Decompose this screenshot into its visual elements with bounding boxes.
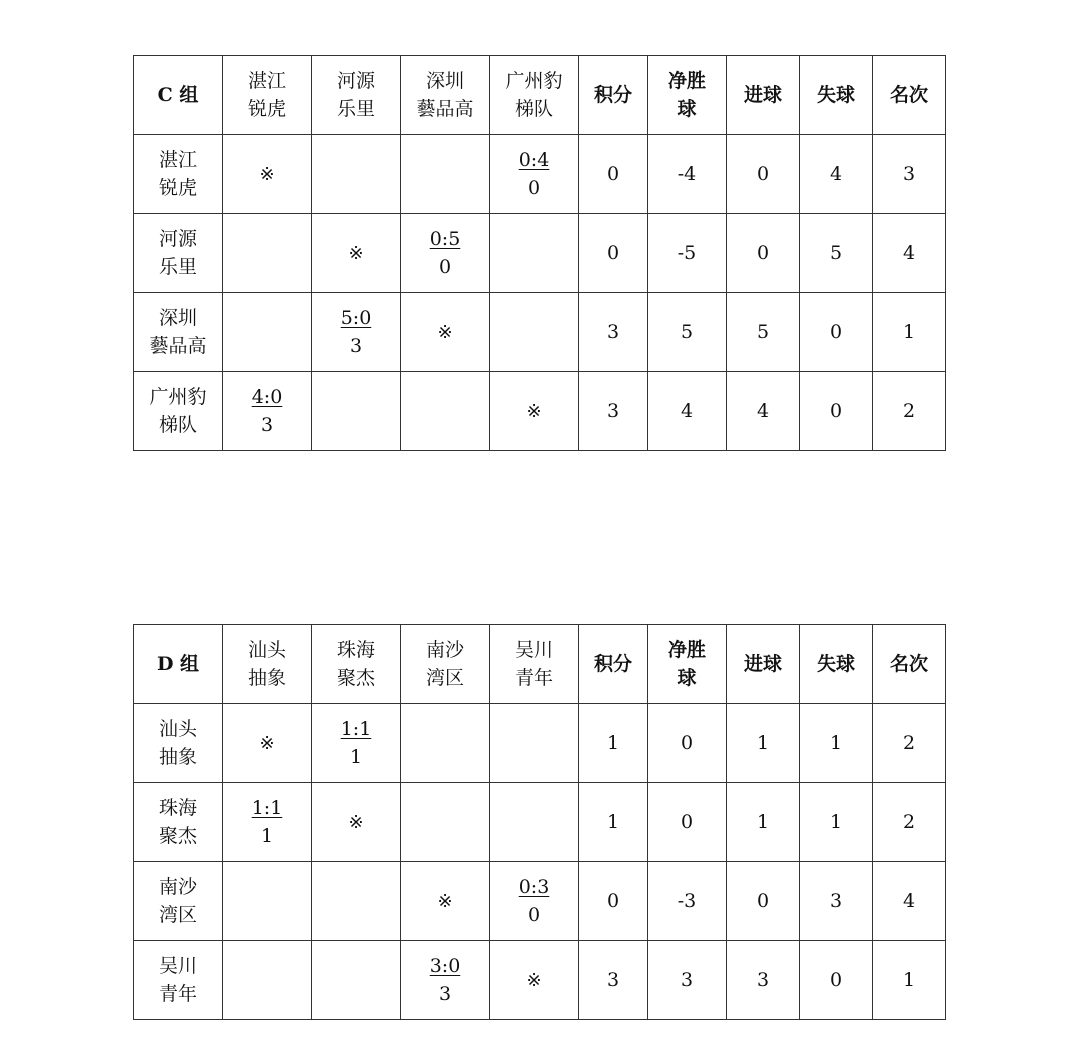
stat-cell: 5 bbox=[727, 293, 800, 372]
empty-match-cell bbox=[401, 783, 490, 862]
stat-column-header: 净胜 球 bbox=[648, 625, 727, 704]
stat-cell: 0 bbox=[800, 293, 873, 372]
empty-match-cell bbox=[312, 941, 401, 1020]
team-row-label: 珠海 聚杰 bbox=[134, 783, 223, 862]
table-row bbox=[134, 862, 946, 941]
match-points: 0 bbox=[527, 904, 541, 926]
self-match-mark: ※ bbox=[312, 214, 401, 293]
team-row-label: 河源 乐里 bbox=[134, 214, 223, 293]
empty-match-cell bbox=[490, 783, 579, 862]
stat-cell: 0 bbox=[800, 941, 873, 1020]
team-row-label: 南沙 湾区 bbox=[134, 862, 223, 941]
match-score: 0:5 bbox=[429, 228, 461, 250]
stat-column-header: 净胜 球 bbox=[648, 56, 727, 135]
table-row bbox=[134, 372, 946, 451]
stat-column-header: 失球 bbox=[800, 56, 873, 135]
match-points: 0 bbox=[527, 177, 541, 199]
empty-match-cell bbox=[401, 372, 490, 451]
empty-match-cell bbox=[223, 862, 312, 941]
empty-match-cell bbox=[223, 941, 312, 1020]
match-score: 4:0 bbox=[251, 386, 283, 408]
match-result-cell bbox=[401, 214, 490, 293]
match-result-cell bbox=[401, 941, 490, 1020]
stat-cell: 1 bbox=[873, 293, 946, 372]
team-row-label: 湛江 锐虎 bbox=[134, 135, 223, 214]
stat-column-header: 进球 bbox=[727, 625, 800, 704]
empty-match-cell bbox=[312, 135, 401, 214]
stat-cell: 1 bbox=[727, 704, 800, 783]
self-match-mark: ※ bbox=[223, 704, 312, 783]
stat-column-header: 进球 bbox=[727, 56, 800, 135]
team-row-label: 汕头 抽象 bbox=[134, 704, 223, 783]
match-points: 1 bbox=[260, 825, 274, 847]
stat-cell: 3 bbox=[579, 941, 648, 1020]
self-match-mark: ※ bbox=[401, 293, 490, 372]
stat-cell: 3 bbox=[579, 293, 648, 372]
match-points: 1 bbox=[349, 746, 363, 768]
group-name: C 组 bbox=[134, 56, 223, 135]
team-row-label: 深圳 藝品高 bbox=[134, 293, 223, 372]
stat-cell: -4 bbox=[648, 135, 727, 214]
match-score: 0:3 bbox=[518, 876, 550, 898]
empty-match-cell bbox=[223, 293, 312, 372]
stat-cell: 1 bbox=[579, 704, 648, 783]
stat-cell: 2 bbox=[873, 372, 946, 451]
stat-cell: 4 bbox=[727, 372, 800, 451]
team-column-header: 南沙 湾区 bbox=[401, 625, 490, 704]
table-row bbox=[134, 704, 946, 783]
match-points: 3 bbox=[260, 414, 274, 436]
stat-cell: 0 bbox=[727, 214, 800, 293]
stat-cell: 2 bbox=[873, 704, 946, 783]
stat-cell: 5 bbox=[800, 214, 873, 293]
stat-cell: 1 bbox=[727, 783, 800, 862]
table-row bbox=[134, 293, 946, 372]
match-score: 0:4 bbox=[518, 149, 550, 171]
stat-cell: 3 bbox=[727, 941, 800, 1020]
stat-cell: 3 bbox=[648, 941, 727, 1020]
stat-cell: 3 bbox=[579, 372, 648, 451]
stat-column-header: 积分 bbox=[579, 56, 648, 135]
self-match-mark: ※ bbox=[312, 783, 401, 862]
stat-cell: -3 bbox=[648, 862, 727, 941]
stat-column-header: 失球 bbox=[800, 625, 873, 704]
stat-column-header: 名次 bbox=[873, 625, 946, 704]
team-column-header: 广州豹 梯队 bbox=[490, 56, 579, 135]
team-column-header: 河源 乐里 bbox=[312, 56, 401, 135]
empty-match-cell bbox=[401, 135, 490, 214]
empty-match-cell bbox=[312, 862, 401, 941]
team-row-label: 吴川 青年 bbox=[134, 941, 223, 1020]
match-score: 5:0 bbox=[340, 307, 372, 329]
stat-cell: 0 bbox=[727, 135, 800, 214]
table-row bbox=[134, 941, 946, 1020]
stat-cell: 0 bbox=[579, 135, 648, 214]
stat-cell: 0 bbox=[648, 783, 727, 862]
group-d-table bbox=[133, 624, 946, 1020]
table-row bbox=[134, 783, 946, 862]
team-column-header: 深圳 藝品高 bbox=[401, 56, 490, 135]
stat-cell: 0 bbox=[579, 862, 648, 941]
stat-cell: 4 bbox=[873, 214, 946, 293]
stat-cell: 4 bbox=[800, 135, 873, 214]
stat-cell: 1 bbox=[873, 941, 946, 1020]
stat-cell: 4 bbox=[648, 372, 727, 451]
match-score: 3:0 bbox=[429, 955, 461, 977]
match-result-cell bbox=[312, 704, 401, 783]
stat-cell: 3 bbox=[873, 135, 946, 214]
self-match-mark: ※ bbox=[490, 941, 579, 1020]
match-score: 1:1 bbox=[251, 797, 283, 819]
match-result-cell bbox=[223, 372, 312, 451]
stat-cell: 0 bbox=[648, 704, 727, 783]
stat-column-header: 名次 bbox=[873, 56, 946, 135]
group-name: D 组 bbox=[134, 625, 223, 704]
team-column-header: 湛江 锐虎 bbox=[223, 56, 312, 135]
match-points: 0 bbox=[438, 256, 452, 278]
match-result-cell bbox=[312, 293, 401, 372]
stat-cell: -5 bbox=[648, 214, 727, 293]
match-score: 1:1 bbox=[340, 718, 372, 740]
match-result-cell bbox=[223, 783, 312, 862]
stat-cell: 1 bbox=[800, 783, 873, 862]
stat-cell: 1 bbox=[579, 783, 648, 862]
self-match-mark: ※ bbox=[401, 862, 490, 941]
empty-match-cell bbox=[490, 214, 579, 293]
match-points: 3 bbox=[349, 335, 363, 357]
stat-cell: 5 bbox=[648, 293, 727, 372]
table-row bbox=[134, 214, 946, 293]
team-column-header: 汕头 抽象 bbox=[223, 625, 312, 704]
empty-match-cell bbox=[401, 704, 490, 783]
team-column-header: 珠海 聚杰 bbox=[312, 625, 401, 704]
stat-cell: 1 bbox=[800, 704, 873, 783]
stat-cell: 3 bbox=[800, 862, 873, 941]
match-result-cell bbox=[490, 862, 579, 941]
match-result-cell bbox=[490, 135, 579, 214]
stat-column-header: 积分 bbox=[579, 625, 648, 704]
self-match-mark: ※ bbox=[490, 372, 579, 451]
self-match-mark: ※ bbox=[223, 135, 312, 214]
empty-match-cell bbox=[490, 293, 579, 372]
stat-cell: 0 bbox=[800, 372, 873, 451]
stat-cell: 0 bbox=[579, 214, 648, 293]
empty-match-cell bbox=[223, 214, 312, 293]
empty-match-cell bbox=[312, 372, 401, 451]
group-c-table bbox=[133, 55, 946, 451]
empty-match-cell bbox=[490, 704, 579, 783]
stat-cell: 0 bbox=[727, 862, 800, 941]
stat-cell: 2 bbox=[873, 783, 946, 862]
table-row bbox=[134, 135, 946, 214]
match-points: 3 bbox=[438, 983, 452, 1005]
stat-cell: 4 bbox=[873, 862, 946, 941]
team-column-header: 吴川 青年 bbox=[490, 625, 579, 704]
team-row-label: 广州豹 梯队 bbox=[134, 372, 223, 451]
